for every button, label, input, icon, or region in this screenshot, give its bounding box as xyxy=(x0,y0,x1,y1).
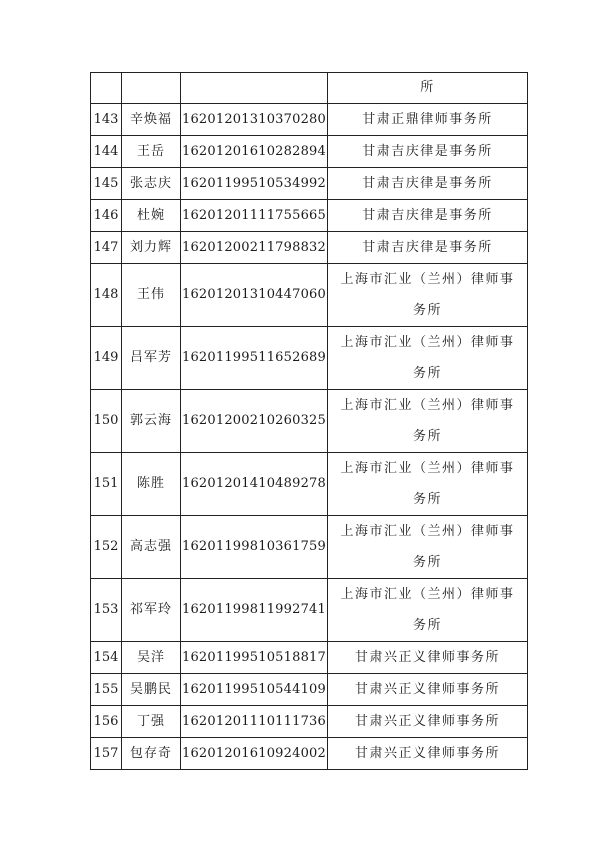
law-firm-text: 甘肃正鼎律师事务所 xyxy=(362,112,493,127)
table-row xyxy=(91,232,528,264)
law-firm-text: 上海市汇业（兰州）律师事务所 xyxy=(340,398,515,444)
row-number: 146 xyxy=(91,200,122,232)
law-firm xyxy=(328,390,528,453)
table-row xyxy=(91,136,528,168)
law-firm-text: 上海市汇业（兰州）律师事务所 xyxy=(340,335,515,381)
table-row xyxy=(91,200,528,232)
law-firm xyxy=(328,136,528,168)
license-number: 16201199811992741 xyxy=(181,579,328,642)
law-firm-text: 上海市汇业（兰州）律师事务所 xyxy=(340,524,515,570)
law-firm xyxy=(328,104,528,136)
table-row xyxy=(91,104,528,136)
table-row xyxy=(91,168,528,200)
row-number: 148 xyxy=(91,264,122,327)
law-firm xyxy=(328,200,528,232)
law-firm-text: 甘肃兴正义律师事务所 xyxy=(354,650,500,665)
lawyer-name: 祁军玲 xyxy=(122,579,181,642)
license-number: 16201200211798832 xyxy=(181,232,328,264)
row-number xyxy=(91,73,122,104)
law-firm xyxy=(328,516,528,579)
license-number: 16201201410489278 xyxy=(181,453,328,516)
table-row xyxy=(91,706,528,738)
law-firm-text: 上海市汇业（兰州）律师事务所 xyxy=(340,587,515,633)
row-number: 144 xyxy=(91,136,122,168)
law-firm xyxy=(328,706,528,738)
license-number: 16201201111755665 xyxy=(181,200,328,232)
lawyer-name: 丁强 xyxy=(122,706,181,738)
law-firm-text: 甘肃吉庆律是事务所 xyxy=(362,240,493,255)
license-number: 16201199510544109 xyxy=(181,674,328,706)
table-row xyxy=(91,738,528,770)
license-number: 16201201610282894 xyxy=(181,136,328,168)
law-firm xyxy=(328,168,528,200)
law-firm xyxy=(328,579,528,642)
lawyer-name xyxy=(122,73,181,104)
lawyer-roster-table xyxy=(90,72,528,770)
row-number: 157 xyxy=(91,738,122,770)
row-number: 149 xyxy=(91,327,122,390)
table-row xyxy=(91,453,528,516)
license-number xyxy=(181,73,328,104)
license-number: 16201199510518817 xyxy=(181,642,328,674)
lawyer-name: 吴鹏民 xyxy=(122,674,181,706)
law-firm xyxy=(328,642,528,674)
law-firm-text: 甘肃兴正义律师事务所 xyxy=(354,682,500,697)
lawyer-name: 吕军芳 xyxy=(122,327,181,390)
law-firm-text: 上海市汇业（兰州）律师事务所 xyxy=(340,461,515,507)
row-number: 145 xyxy=(91,168,122,200)
license-number: 16201201110111736 xyxy=(181,706,328,738)
row-number: 147 xyxy=(91,232,122,264)
row-number: 143 xyxy=(91,104,122,136)
license-number: 16201200210260325 xyxy=(181,390,328,453)
lawyer-name: 王伟 xyxy=(122,264,181,327)
row-number: 154 xyxy=(91,642,122,674)
law-firm xyxy=(328,738,528,770)
law-firm xyxy=(328,674,528,706)
license-number: 16201199511652689 xyxy=(181,327,328,390)
row-number: 156 xyxy=(91,706,122,738)
table-row xyxy=(91,516,528,579)
lawyer-name: 高志强 xyxy=(122,516,181,579)
table-row xyxy=(91,642,528,674)
license-number: 16201199510534992 xyxy=(181,168,328,200)
row-number: 150 xyxy=(91,390,122,453)
law-firm-text: 上海市汇业（兰州）律师事务所 xyxy=(340,272,515,318)
lawyer-name: 吴洋 xyxy=(122,642,181,674)
law-firm-text: 甘肃吉庆律是事务所 xyxy=(362,176,493,191)
license-number: 16201201310370280 xyxy=(181,104,328,136)
lawyer-name: 辛焕福 xyxy=(122,104,181,136)
table-row xyxy=(91,327,528,390)
lawyer-name: 杜婉 xyxy=(122,200,181,232)
license-number: 16201199810361759 xyxy=(181,516,328,579)
lawyer-name: 陈胜 xyxy=(122,453,181,516)
lawyer-name: 包存奇 xyxy=(122,738,181,770)
law-firm-text: 甘肃吉庆律是事务所 xyxy=(362,208,493,223)
table-row xyxy=(91,390,528,453)
table-row xyxy=(91,579,528,642)
law-firm-text: 甘肃兴正义律师事务所 xyxy=(354,746,500,761)
lawyer-name: 张志庆 xyxy=(122,168,181,200)
law-firm xyxy=(328,264,528,327)
law-firm xyxy=(328,453,528,516)
table-row xyxy=(91,264,528,327)
law-firm xyxy=(328,327,528,390)
row-number: 155 xyxy=(91,674,122,706)
lawyer-name: 刘力辉 xyxy=(122,232,181,264)
law-firm: 所 xyxy=(328,73,528,104)
row-number: 152 xyxy=(91,516,122,579)
row-number: 153 xyxy=(91,579,122,642)
lawyer-name: 王岳 xyxy=(122,136,181,168)
row-number: 151 xyxy=(91,453,122,516)
law-firm-text: 甘肃兴正义律师事务所 xyxy=(354,714,500,729)
roster-body xyxy=(91,73,528,770)
table-row-continued xyxy=(91,73,528,104)
law-firm-text: 甘肃吉庆律是事务所 xyxy=(362,144,493,159)
law-firm xyxy=(328,232,528,264)
lawyer-name: 郭云海 xyxy=(122,390,181,453)
license-number: 16201201310447060 xyxy=(181,264,328,327)
table-row xyxy=(91,674,528,706)
license-number: 16201201610924002 xyxy=(181,738,328,770)
